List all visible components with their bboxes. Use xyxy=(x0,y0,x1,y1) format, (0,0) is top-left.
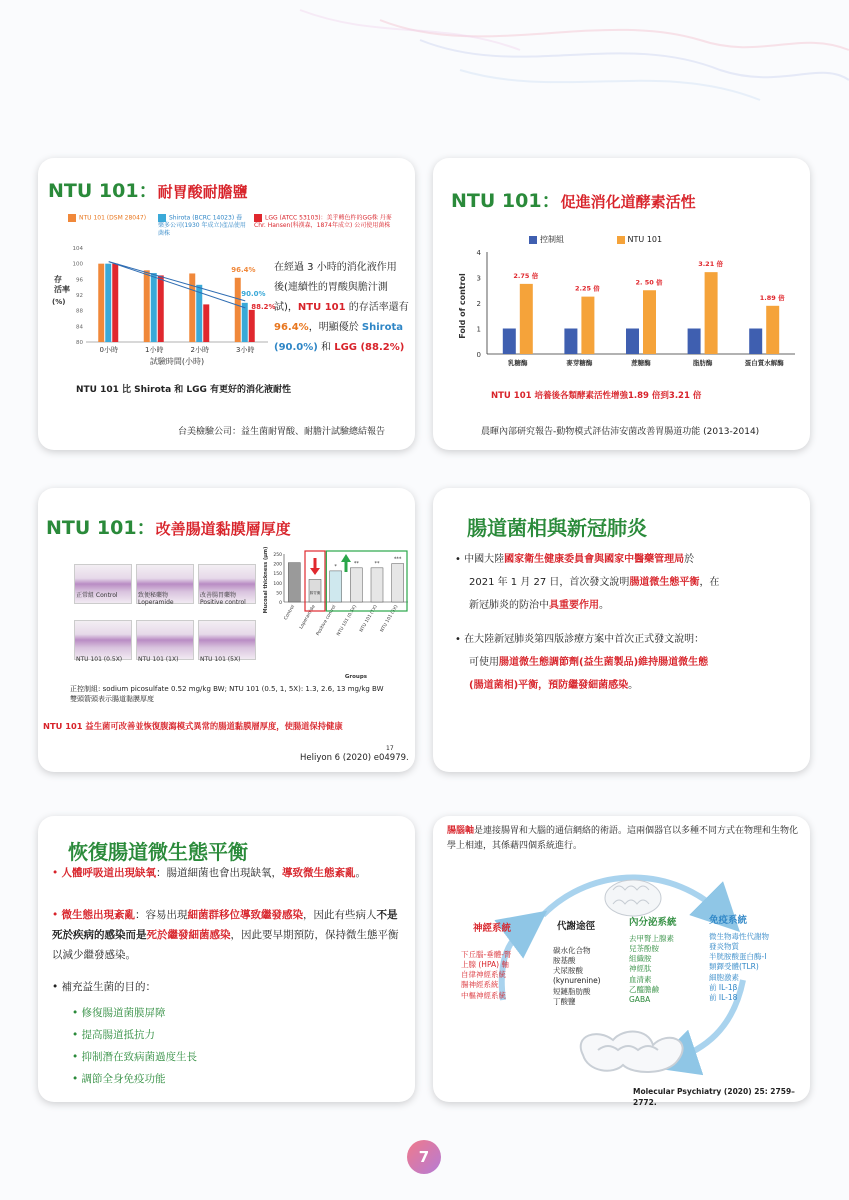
chart1-x-tick: 0小時 xyxy=(99,346,118,354)
chart1-trend-line xyxy=(109,262,246,301)
chart1-bar xyxy=(151,273,157,342)
chart1-bar xyxy=(144,270,150,342)
chart2-y-tick: 3 xyxy=(476,274,481,283)
chart2-data-label: 2.25 倍 xyxy=(574,284,600,293)
card5-bullet-1: • 人體呼吸道出現缺氧：腸道細菌也會出現缺氧，導致微生態紊亂。 xyxy=(52,867,367,879)
chart3-y-tick: 0 xyxy=(279,601,282,606)
tissue-label-ntu05: NTU 101 (0.5X) xyxy=(76,656,123,663)
chart2-bar xyxy=(520,284,533,354)
chart3-x-tick: NTU 101 (1X) xyxy=(359,604,379,634)
chart3-y-tick: 250 xyxy=(273,553,282,558)
chart2-data-label: 3.21 倍 xyxy=(698,260,724,269)
chart3-x-tick: NTU 101 (0.5X) xyxy=(336,604,359,637)
chart2-x-tick: 麥芽糖酶 xyxy=(566,359,593,367)
card1-source: 台美檢驗公司：益生菌耐胃酸、耐膽汁試驗總結報告 xyxy=(178,427,386,437)
card6-source: Molecular Psychiatry (2020) 25: 2759–2772. xyxy=(633,1087,795,1108)
tissue-label-control: 正常組 Control xyxy=(76,592,118,599)
legend-swatch-ntu101-2 xyxy=(617,236,625,244)
card5-sub-list xyxy=(72,1002,197,1090)
chart3-significance: * xyxy=(334,563,337,570)
tissue-label-ntu1: NTU 101 (1X) xyxy=(138,656,179,663)
chart3-y-tick: 50 xyxy=(276,591,282,597)
chart3-bar xyxy=(392,564,404,602)
chart2-bar xyxy=(503,329,516,355)
card4-bullet-1: • 中國大陸國家衛生健康委員會與國家中醫藥管理局於 2021 年 1 月 27 日，首次發文說明腸道微生態平衡，在 新冠肺炎的防治中具重要作用。 xyxy=(455,554,720,611)
chart2-bar xyxy=(564,329,577,355)
chart3-bar xyxy=(288,563,300,602)
chart1-x-tick: 2小時 xyxy=(190,346,209,354)
brain-icon xyxy=(605,880,661,916)
chart2-data-label: 2.75 倍 xyxy=(513,271,539,280)
card4-bullet-2: • 在大陸新冠肺炎第四版診療方案中首次正式發文說明： 可使用腸道微生態調節劑(益生菌製品)維持腸道微生態 (腸道菌相)平衡，預防繼發細菌感染。 xyxy=(455,634,709,691)
card3-slide-num: 17 xyxy=(386,745,394,752)
card5-bullet-2: • 微生態出現紊亂：容易出現細菌群移位導致繼發感染，因此有些病人不是死於疾病的感染而是死於繼發細菌感染，因此要早期預防，保持微生態平衡以減少繼發感染。 xyxy=(52,909,399,961)
card5-title: 恢復腸道微生態平衡 xyxy=(68,840,248,864)
legend-item-ntu101: NTU 101 (DSM 28047) xyxy=(68,214,148,222)
chart1-bar xyxy=(158,275,164,342)
chart3-significance: ** xyxy=(353,560,359,567)
card-gut-brain-axis xyxy=(433,816,810,1108)
card3-conclusion: NTU 101 益生菌可改善並恢復腹瀉模式異常的腸道黏膜層厚度，使腸道保持健康 xyxy=(43,721,343,731)
legend-item-lgg: LGG (ATCC 53103)：美乎轉色杵的GG株 丹麥 Chr. Hansen(科漢森，1874年成立) 公司使用菌株 xyxy=(254,214,392,230)
chart3-significance: ** xyxy=(374,560,380,567)
chart3-arrow-label: 腸胃藥 xyxy=(309,591,321,595)
card1-description: 在經過 3 小時的消化液作用 後(連續性的胃酸與膽汁測 試)，NTU 101 的存活率還有 96.4%，明顯優於 Shirota (90.0%) 和 LGG (88.2%) xyxy=(274,262,409,353)
legend-swatch-ntu101 xyxy=(68,214,76,222)
card3-title-sub: 改善腸道黏膜層厚度 xyxy=(155,520,291,538)
chart1-bar xyxy=(203,304,209,342)
chart2-y-tick: 2 xyxy=(476,300,481,308)
chart2-bar xyxy=(626,329,639,355)
chart1-bar xyxy=(249,310,255,342)
chart1-y-label: 存 xyxy=(54,275,62,284)
tissue-label-loperamide: 致便秘藥物 Loperamide xyxy=(138,592,174,607)
legend-item-control: 控制組 xyxy=(529,235,564,244)
chart1-bar xyxy=(242,303,248,342)
legend-swatch-control xyxy=(529,236,537,244)
card6-col2-list: 碳水化合物 胺基酸 犬尿胺酸 (kynurenine) 短鏈脂肪酸 丁酸鹽 xyxy=(553,946,601,1006)
card1-conclusion: NTU 101 比 Shirota 和 LGG 有更好的消化液耐性 xyxy=(76,385,292,395)
chart1-trend-line xyxy=(109,262,246,308)
page-number: 7 xyxy=(407,1140,441,1174)
card6-col4-title: 免疫系統 xyxy=(709,915,748,926)
chart1-x-tick: 3小時 xyxy=(236,346,255,354)
chart1-y-tick: 80 xyxy=(76,340,83,346)
chart2-y-tick: 4 xyxy=(476,249,481,257)
enzyme-chart xyxy=(455,246,800,376)
card1-title: NTU 101：耐胃酸耐膽鹽 xyxy=(48,180,248,202)
background-swirl xyxy=(0,0,849,160)
chart2-x-tick: 蛋白質水解酶 xyxy=(744,359,784,367)
chart2-legend xyxy=(529,234,729,245)
chart2-y-tick: 1 xyxy=(476,325,481,334)
chart1-annotation: 88.2% xyxy=(251,302,276,311)
card6-col1-title: 神經系統 xyxy=(473,923,512,934)
chart3-y-label: Mucosal thickness (μm) xyxy=(263,546,269,614)
tissue-label-ntu5: NTU 101 (5X) xyxy=(200,656,241,663)
card3-source: Heliyon 6 (2020) e04979. xyxy=(300,753,409,763)
chart3-x-label: Groups xyxy=(344,674,368,680)
tissue-image-ntu5 xyxy=(198,620,256,660)
card2-source: 晨暉內部研究報告-動物模式評估沛安菌改善胃腸道功能 (2013-2014) xyxy=(481,427,760,437)
chart1-y-tick: 88 xyxy=(76,308,83,315)
card-covid-gut-flora xyxy=(433,488,810,772)
chart2-x-tick: 蔗糖酶 xyxy=(631,359,651,367)
card1-title-sub: 耐胃酸耐膽鹽 xyxy=(157,183,248,201)
card-digestive-enzymes xyxy=(433,158,810,450)
card6-col1-list: 下丘腦-垂體-腎 上腺 (HPA) 軸 自律神經系統 腸神經系統 中樞神經系統 xyxy=(461,950,512,1000)
chart3-x-tick: Loperamide xyxy=(299,604,317,631)
chart2-bar xyxy=(643,290,656,354)
tissue-image-ntu1 xyxy=(136,620,194,660)
card6-col3-title: 內分泌系統 xyxy=(629,917,677,928)
chart2-bar xyxy=(688,329,701,355)
down-arrow-icon xyxy=(310,568,320,575)
chart1-bar xyxy=(235,278,241,342)
chart3-bar xyxy=(350,568,362,602)
card5-sub-item: • 抑制潛在致病菌過度生長 xyxy=(72,1051,198,1064)
card5-sub-item: • 修復腸道菌膜屏障 xyxy=(72,1007,166,1019)
chart3-bar xyxy=(371,568,383,602)
card6-intro: 腸腦軸是連接腸胃和大腦的通信網絡的術語。這兩個器官以多種不同方式在物理和生物化學上相連，其係藉四個系統進行。 xyxy=(447,826,799,851)
chart2-bar xyxy=(705,272,718,354)
legend-swatch-shirota xyxy=(158,214,166,222)
chart3-y-tick: 200 xyxy=(273,562,282,568)
chart2-bar xyxy=(766,306,779,354)
chart2-data-label: 1.89 倍 xyxy=(759,293,785,302)
card6-col3-list: 去甲腎上腺素 兒茶酚胺 組織胺 神經肽 血清素 乙醯膽鹼 GABA xyxy=(629,934,674,1004)
card6-col4-list: 微生物毒性代謝物 發炎物質 半胱胺酸蛋白酶-I 類鐸受體(TLR) 細胞激素 前 IL-1β 前 IL-18 xyxy=(709,932,769,1002)
card-mucosal-thickness xyxy=(38,488,415,772)
tissue-label-positive: 改善腸胃藥物 Positive control xyxy=(200,592,246,607)
chart1-bar xyxy=(98,264,104,342)
chart3-x-tick: Positive control xyxy=(315,604,338,637)
card5-bullet-3: • 補充益生菌的目的： xyxy=(52,981,157,993)
card3-note: 正控制組: sodium picosulfate 0.52 mg/kg BW; NTU 101 (0.5, 1, 5X): 1.3, 2.6, 13 mg/kg BW 雙頭箭頭表示腸道黏膜厚度 xyxy=(70,685,384,704)
card5-sub-item: • 提高腸道抵抗力 xyxy=(72,1029,156,1042)
survival-chart xyxy=(46,242,278,372)
chart2-bar xyxy=(749,329,762,355)
card-restore-microbiome xyxy=(38,816,415,1102)
chart3-y-tick: 100 xyxy=(273,581,282,587)
card2-title-sub: 促進消化道酵素活性 xyxy=(560,193,696,211)
chart2-y-tick: 0 xyxy=(476,351,481,359)
chart1-y-tick: 104 xyxy=(72,246,83,252)
chart1-bar xyxy=(112,264,118,342)
chart2-data-label: 2. 50 倍 xyxy=(635,278,663,287)
chart1-y-tick: 92 xyxy=(76,293,83,299)
chart3-y-tick: 150 xyxy=(273,572,282,578)
chart1-y-label: (%) xyxy=(52,298,66,306)
legend-item-ntu101: NTU 101 xyxy=(617,235,663,244)
chart1-y-tick: 84 xyxy=(76,324,83,331)
legend-item-shirota: Shirota (BCRC 14023) 養樂多公司(1930 年成立)產品使用菌株 xyxy=(158,214,246,238)
chart2-y-label: Fold of control xyxy=(458,273,467,339)
legend-swatch-lgg xyxy=(254,214,262,222)
intestine-icon xyxy=(581,1032,683,1072)
card3-title: NTU 101：改善腸道黏膜層厚度 xyxy=(46,517,291,539)
chart1-y-tick: 96 xyxy=(76,277,83,284)
chart1-annotation: 90.0% xyxy=(241,289,266,298)
card5-sub-item: • 調節全身免疫功能 xyxy=(72,1073,166,1086)
chart3-x-tick: NTU 101 (5X) xyxy=(379,604,400,634)
chart1-y-tick: 100 xyxy=(72,261,83,268)
card4-title: 腸道菌相與新冠肺炎 xyxy=(467,516,647,540)
chart2-bar xyxy=(581,297,594,354)
chart1-bar xyxy=(189,273,195,342)
chart2-x-tick: 乳糖酶 xyxy=(508,359,528,367)
chart1-x-tick: 1小時 xyxy=(145,346,164,354)
chart1-x-label: 試驗時間(小時) xyxy=(149,357,205,366)
card2-conclusion: NTU 101 培養後各類酵素活性增強1.89 倍到3.21 倍 xyxy=(491,391,702,401)
chart1-y-label: 活率 xyxy=(54,285,70,294)
chart1-annotation: 96.4% xyxy=(231,265,256,274)
chart3-significance: *** xyxy=(393,556,402,563)
chart1-bar xyxy=(105,264,111,342)
card6-col2-title: 代謝途徑 xyxy=(557,921,596,932)
mucosal-chart xyxy=(260,546,410,682)
chart3-x-tick: Control xyxy=(283,604,297,622)
chart3-bar xyxy=(330,571,342,602)
card2-title: NTU 101：促進消化道酵素活性 xyxy=(451,190,696,212)
chart2-x-tick: 脂肪酶 xyxy=(692,359,713,367)
tissue-image-ntu05 xyxy=(74,620,132,660)
up-arrow-icon xyxy=(341,554,351,562)
card-acid-bile-tolerance xyxy=(38,158,415,450)
